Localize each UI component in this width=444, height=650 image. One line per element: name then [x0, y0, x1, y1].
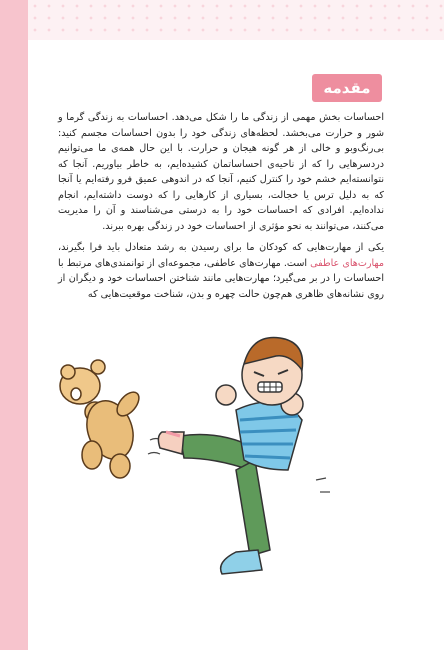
- paragraph-1: احساسات بخش مهمی از زندگی ما را شکل می‌دهد. احساسات به زندگی گرما و شور و حرارت می‌بخشد. لحظه‌های زندگی خود را بدون احساسات مجسم کنید: بی‌رنگ‌وبو و خالی از هر گونه هیجان و حرارت. با این حال همه‌ی ما می‌توانیم دردسرهایی را که از ناحیه‌ی احساساتمان کشیده‌ایم، به خاطر بیاوریم. آنجا که نتوانسته‌ایم خشم خود را کنترل کنیم، آنجا که در اندوهی عمیق فرو رفته‌ایم یا آنجا که به دلیل ترس یا خجالت، بسیاری از کارهایی را که دوست داشته‌ایم، انجام نداده‌ایم. افرادی که احساسات خود را به درستی می‌شناسند و آن را مدیریت می‌کنند، می‌توانند به نحو مؤثری از احساسات خود در زندگی بهره ببرند.: [58, 112, 384, 232]
- section-heading: مقدمه: [323, 79, 371, 97]
- body-text: [58, 110, 384, 308]
- illustration-angry-boy-kicking-teddy: [40, 320, 400, 640]
- left-color-bar: [0, 0, 28, 650]
- teddy-bear: [60, 360, 143, 478]
- heart-pattern: [0, 0, 444, 40]
- top-decorative-band: [0, 0, 444, 40]
- paragraph-2-start: یکی از مهارت‌هایی که کودکان ما برای رسیدن به رشد متعادل باید فرا بگیرند،: [58, 242, 384, 253]
- paragraph-2: [58, 240, 384, 302]
- boy: [158, 338, 303, 574]
- section-heading-box: [312, 74, 382, 102]
- paragraph-2-end: است. مهارت‌های عاطفی، مجموعه‌ای از توانمندی‌های مرتبط با احساسات را در بر می‌گیرد؛ مهارت‌هایی مانند شناختن احساسات خود و دیگران از روی نشانه‌های ظاهری هم‌چون حالت چهره و بدن، شناخت موقعیت‌هایی که: [58, 257, 384, 300]
- highlight-term: مهارت‌های عاطفی: [310, 257, 384, 269]
